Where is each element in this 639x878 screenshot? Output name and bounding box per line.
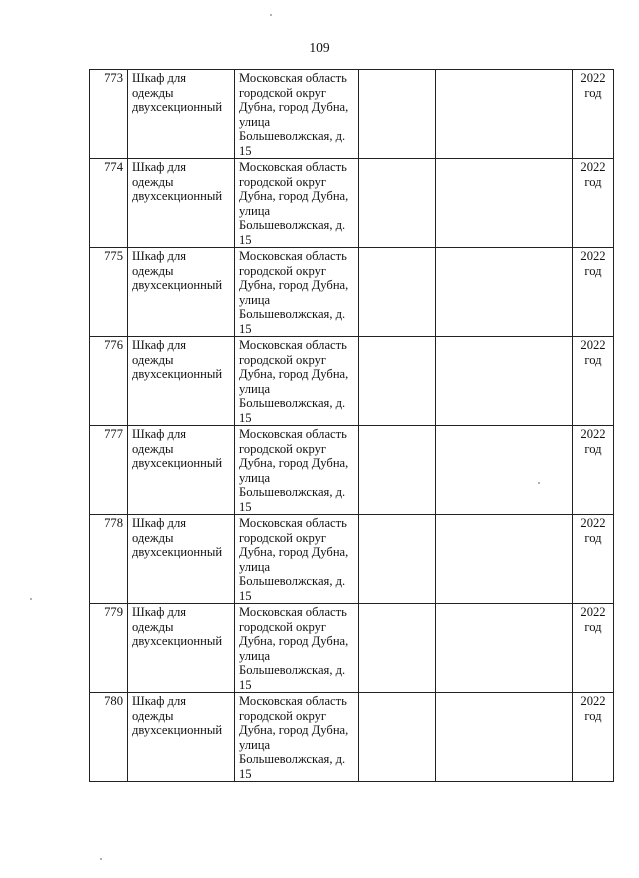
row-number: 776	[90, 337, 128, 426]
empty-cell	[359, 426, 436, 515]
empty-cell	[359, 159, 436, 248]
empty-cell	[359, 248, 436, 337]
item-name: Шкаф для одежды двухсекционный	[128, 693, 235, 782]
table-row	[90, 159, 614, 248]
table-row	[90, 604, 614, 693]
year-value: 2022	[580, 71, 606, 85]
year-cell	[573, 159, 614, 248]
row-number: 779	[90, 604, 128, 693]
empty-cell	[436, 337, 573, 426]
year-cell	[573, 248, 614, 337]
empty-cell	[359, 515, 436, 604]
year-unit: год	[584, 352, 602, 367]
year-unit: год	[584, 85, 602, 100]
item-name: Шкаф для одежды двухсекционный	[128, 604, 235, 693]
table-row	[90, 70, 614, 159]
row-number: 773	[90, 70, 128, 159]
year-cell	[573, 515, 614, 604]
item-address: Московская область городской округ Дубна, город Дубна, улица Большеволжская, д. 15	[235, 693, 359, 782]
table-row	[90, 248, 614, 337]
item-address: Московская область городской округ Дубна, город Дубна, улица Большеволжская, д. 15	[235, 604, 359, 693]
item-address: Московская область городской округ Дубна, город Дубна, улица Большеволжская, д. 15	[235, 337, 359, 426]
table-row	[90, 337, 614, 426]
item-name: Шкаф для одежды двухсекционный	[128, 515, 235, 604]
year-value: 2022	[580, 516, 606, 530]
empty-cell	[436, 693, 573, 782]
year-unit: год	[584, 530, 602, 545]
item-address: Московская область городской округ Дубна, город Дубна, улица Большеволжская, д. 15	[235, 248, 359, 337]
item-name: Шкаф для одежды двухсекционный	[128, 337, 235, 426]
item-name: Шкаф для одежды двухсекционный	[128, 426, 235, 515]
year-cell	[573, 337, 614, 426]
empty-cell	[436, 70, 573, 159]
year-value: 2022	[580, 605, 606, 619]
year-cell	[573, 604, 614, 693]
table-row	[90, 426, 614, 515]
empty-cell	[359, 70, 436, 159]
table-row	[90, 693, 614, 782]
empty-cell	[436, 604, 573, 693]
scan-speck	[30, 598, 32, 600]
scan-speck	[100, 858, 102, 860]
item-name: Шкаф для одежды двухсекционный	[128, 248, 235, 337]
year-unit: год	[584, 263, 602, 278]
year-unit: год	[584, 708, 602, 723]
year-unit: год	[584, 619, 602, 634]
empty-cell	[436, 426, 573, 515]
item-address: Московская область городской округ Дубна, город Дубна, улица Большеволжская, д. 15	[235, 159, 359, 248]
year-value: 2022	[580, 694, 606, 708]
item-address: Московская область городской округ Дубна, город Дубна, улица Большеволжская, д. 15	[235, 515, 359, 604]
empty-cell	[359, 604, 436, 693]
year-cell	[573, 693, 614, 782]
empty-cell	[436, 515, 573, 604]
year-value: 2022	[580, 338, 606, 352]
scan-speck	[538, 482, 540, 484]
row-number: 774	[90, 159, 128, 248]
empty-cell	[436, 248, 573, 337]
row-number: 775	[90, 248, 128, 337]
year-cell	[573, 70, 614, 159]
item-address: Московская область городской округ Дубна, город Дубна, улица Большеволжская, д. 15	[235, 426, 359, 515]
empty-cell	[436, 159, 573, 248]
row-number: 778	[90, 515, 128, 604]
year-unit: год	[584, 441, 602, 456]
empty-cell	[359, 337, 436, 426]
row-number: 777	[90, 426, 128, 515]
item-address: Московская область городской округ Дубна, город Дубна, улица Большеволжская, д. 15	[235, 70, 359, 159]
year-value: 2022	[580, 427, 606, 441]
page-number: 109	[309, 40, 330, 55]
item-name: Шкаф для одежды двухсекционный	[128, 159, 235, 248]
row-number: 780	[90, 693, 128, 782]
year-value: 2022	[580, 249, 606, 263]
table-row	[90, 515, 614, 604]
item-name: Шкаф для одежды двухсекционный	[128, 70, 235, 159]
year-value: 2022	[580, 160, 606, 174]
inventory-table	[89, 69, 614, 782]
scan-speck	[270, 14, 272, 16]
year-cell	[573, 426, 614, 515]
year-unit: год	[584, 174, 602, 189]
empty-cell	[359, 693, 436, 782]
